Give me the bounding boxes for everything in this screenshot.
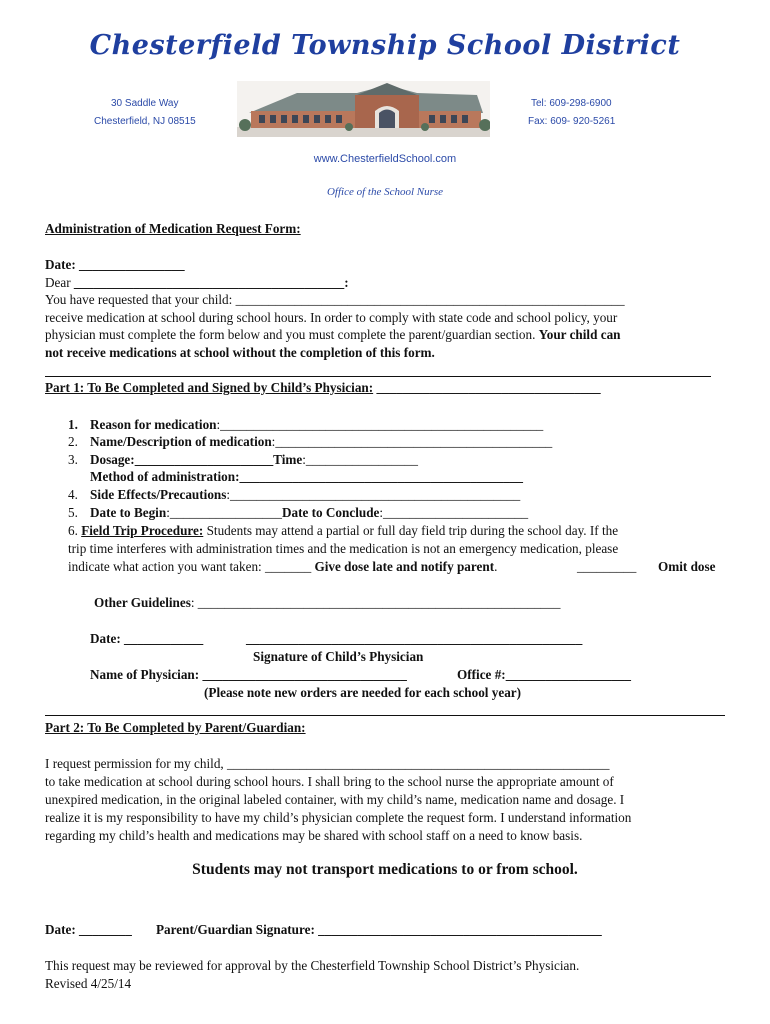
website-link[interactable]: www.ChesterfieldSchool.com bbox=[313, 153, 457, 165]
district-title: Chesterfield Township School District bbox=[89, 30, 681, 61]
item-4[interactable] bbox=[90, 486, 520, 503]
method-of-administration[interactable] bbox=[90, 468, 523, 485]
review-statement: This request may be reviewed for approval by the Chesterfield Township School District’s Physician. bbox=[45, 958, 580, 973]
part2-line-3: unexpired medication, in the original labeled container, with my child’s name, medication name and dosage. I bbox=[45, 792, 625, 807]
physician-date-field[interactable]: Date: ____________ bbox=[90, 631, 204, 646]
item-4-label: Side Effects/Precautions bbox=[90, 487, 227, 502]
intro-line-4: not receive medications at school without the completion of this form. bbox=[45, 345, 435, 360]
item-6 bbox=[68, 522, 618, 539]
item-3-label: Dosage: bbox=[90, 452, 135, 467]
form-title: Administration of Medication Request Form: bbox=[45, 221, 301, 236]
new-orders-note: (Please note new orders are needed for each school year) bbox=[204, 685, 522, 700]
item-5-label: Date to Begin bbox=[90, 505, 167, 520]
address-line-1: 30 Saddle Way bbox=[111, 98, 179, 109]
intro-line-3 bbox=[45, 326, 621, 343]
item-6-label: Field Trip Procedure: bbox=[81, 523, 204, 538]
part1-blank[interactable]: __________________________________ bbox=[376, 380, 601, 395]
item-3[interactable] bbox=[90, 451, 418, 468]
item-6-text: Students may attend a partial or full day field trip during the school day. If the bbox=[206, 523, 619, 538]
item-5-conclude-blank[interactable]: :______________________ bbox=[379, 505, 529, 520]
item-4-number: 4. bbox=[68, 487, 78, 502]
item-4-blank[interactable]: :____________________________________________ bbox=[226, 487, 521, 502]
item-6-line-3 bbox=[68, 558, 497, 575]
part2-line-1[interactable]: I request permission for my child, __________________________________________________________ bbox=[45, 756, 610, 771]
method-label: Method of administration: bbox=[90, 469, 240, 484]
intro-line-1[interactable]: You have requested that your child: ___________________________________________________________ bbox=[45, 292, 625, 307]
item-1-blank[interactable]: :_________________________________________________ bbox=[216, 417, 544, 432]
action-blank[interactable]: indicate what action you want taken: _______ bbox=[68, 559, 312, 574]
other-guidelines-label: Other Guidelines bbox=[94, 595, 191, 610]
item-6-line-2: trip time interferes with administration times and the medication is not an emergency medication, please bbox=[68, 541, 619, 556]
option-give-dose-late[interactable]: Give dose late and notify parent bbox=[314, 559, 495, 574]
parent-date-field[interactable]: Date: ________ bbox=[45, 922, 132, 937]
revised-date: Revised 4/25/14 bbox=[45, 976, 132, 991]
item-1-number: 1. bbox=[68, 417, 78, 432]
intro-line-2: receive medication at school during school hours. In order to comply with state code and school policy, your bbox=[45, 310, 618, 325]
part2-divider bbox=[45, 715, 725, 716]
physician-signature-blank[interactable]: ___________________________________________________ bbox=[246, 631, 583, 646]
intro-3-bold: Your child can bbox=[538, 327, 621, 342]
item-5[interactable] bbox=[90, 504, 528, 521]
part2-line-2: to take medication at school during school hours. I shall bring to the school nurse the appropriate amount of bbox=[45, 774, 614, 789]
school-building-image bbox=[237, 81, 490, 137]
item-6-number: 6. bbox=[68, 523, 78, 538]
physician-office-field[interactable]: Office #:___________________ bbox=[457, 667, 631, 682]
item-3-blank[interactable]: _____________________ bbox=[134, 452, 274, 467]
fax: Fax: 609- 920-5261 bbox=[528, 116, 616, 127]
part1-divider bbox=[45, 376, 711, 377]
dear-label bbox=[45, 274, 349, 291]
part1-title: Part 1: To Be Completed and Signed by Child’s Physician: bbox=[45, 380, 374, 395]
item-2[interactable] bbox=[90, 433, 552, 450]
item-2-number: 2. bbox=[68, 434, 78, 449]
option-omit-dose[interactable]: Omit dose bbox=[658, 559, 716, 574]
item-2-label: Name/Description of medication bbox=[90, 434, 272, 449]
part2-line-4: realize it is my responsibility to have my child’s physician complete the request form. I understand information bbox=[45, 810, 632, 825]
item-3-number: 3. bbox=[68, 452, 78, 467]
option-1-period: . bbox=[494, 559, 498, 574]
other-guidelines-blank[interactable]: : _______________________________________________________ bbox=[190, 595, 561, 610]
item-2-blank[interactable]: :__________________________________________ bbox=[271, 434, 553, 449]
date-field[interactable]: Date: ________________ bbox=[45, 257, 185, 272]
item-3-time-label: Time bbox=[273, 452, 303, 467]
item-1-label: Reason for medication bbox=[90, 417, 217, 432]
dear-text: Dear bbox=[45, 275, 71, 290]
item-1[interactable] bbox=[90, 416, 543, 433]
other-guidelines[interactable] bbox=[94, 594, 560, 611]
office-name: Office of the School Nurse bbox=[326, 186, 444, 198]
dear-blank[interactable]: _________________________________________: bbox=[73, 275, 349, 290]
intro-3-text: physician must complete the form below and you must complete the parent/guardian section. bbox=[45, 327, 536, 342]
address-line-2: Chesterfield, NJ 08515 bbox=[94, 116, 196, 127]
item-3-time-blank[interactable]: :_________________ bbox=[302, 452, 418, 467]
item-5-blank[interactable]: :_________________ bbox=[166, 505, 282, 520]
physician-signature-label: Signature of Child’s Physician bbox=[253, 649, 424, 664]
physician-name-field[interactable]: Name of Physician: _______________________________ bbox=[90, 667, 407, 682]
part2-heading: Part 2: To Be Completed by Parent/Guardian: bbox=[45, 720, 306, 735]
item-5-number: 5. bbox=[68, 505, 78, 520]
telephone: Tel: 609-298-6900 bbox=[531, 98, 612, 109]
transport-notice: Students may not transport medications to or from school. bbox=[192, 861, 578, 878]
option-omit-dose-blank[interactable]: _________ bbox=[577, 559, 637, 574]
method-blank[interactable]: ___________________________________________ bbox=[239, 469, 523, 484]
item-5-conclude-label: Date to Conclude bbox=[281, 505, 380, 520]
parent-signature-field[interactable]: Parent/Guardian Signature: ___________________________________________ bbox=[156, 922, 602, 937]
part1-heading bbox=[45, 379, 601, 396]
part2-line-5: regarding my child’s health and medications may be shared with school staff on a need to know basis. bbox=[45, 828, 583, 843]
